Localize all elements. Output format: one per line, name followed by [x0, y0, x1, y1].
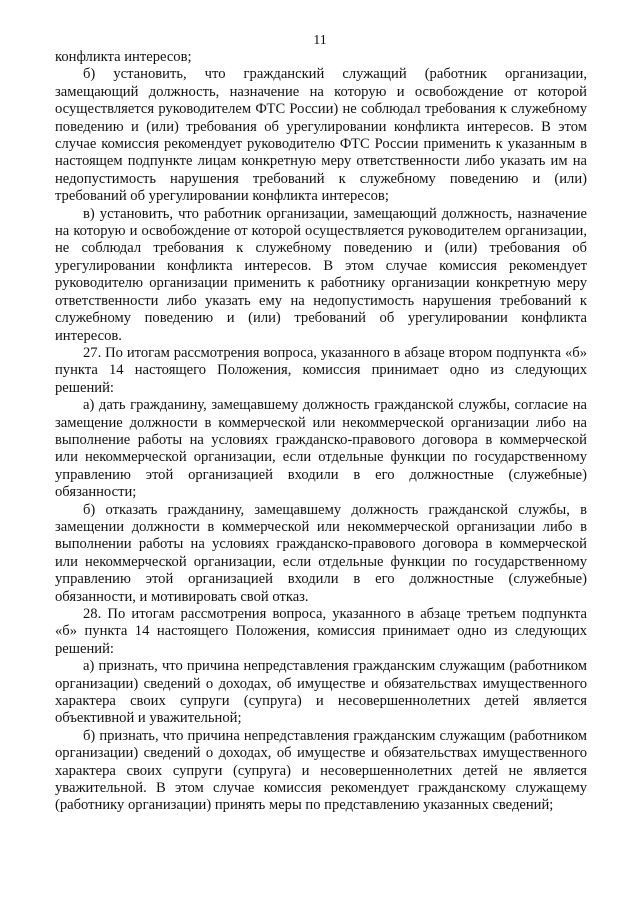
document-body [55, 49, 587, 815]
paragraph-27: 27. По итогам рассмотрения вопроса, указанного в абзаце втором подпункта «б» пункта 14 настоящего Положения, комиссия принимает одно из следующих решений: [55, 344, 587, 396]
paragraph-28-b: б) признать, что причина непредставления гражданским служащим (работником организации) сведений о доходах, об имуществе и обязательствах имущественного характера своих супруги (супруга) и несовершеннолетних детей не является уважительной. В этом случае комиссия рекомендует гражданскому служащему (работнику организации) принять меры по представлению указанных сведений; [55, 727, 587, 814]
paragraph-26-v: в) установить, что работник организации, замещающий должность, назначение на которую и освобождение от которой осуществляется руководителем организации, не соблюдал требования к служебному поведению и (или) требования об урегулировании конфликта интересов. В этом случае комиссия рекомендует руководителю организации применить к работнику организации конкретную меру ответственности либо указать ему на недопустимость нарушения требований к служебному поведению и (или) требований об урегулировании конфликта интересов. [55, 205, 587, 344]
paragraph-28: 28. По итогам рассмотрения вопроса, указанного в абзаце третьем подпункта «б» пункта 14 настоящего Положения, комиссия принимает одно из следующих решений: [55, 606, 587, 657]
paragraph-27-a: а) дать гражданину, замещавшему должность гражданской службы, согласие на замещение должности в коммерческой или некоммерческой организации либо на выполнение работы на условиях гражданско-правового договора в коммерческой или некоммерческой организации, если отдельные функции по государственному управлению этой организацией входили в его должностные (служебные) обязанности; [55, 397, 587, 501]
paragraph-27-b: б) отказать гражданину, замещавшему должность гражданской службы, в замещении должности в коммерческой или некоммерческой организации либо в выполнении работы на условиях гражданско-правового договора в коммерческой или некоммерческой организации, если отдельные функции по государственному управлению этой организацией входили в его должностные (служебные) обязанности, и мотивировать свой отказ. [55, 501, 587, 605]
paragraph-continuation: конфликта интересов; [55, 49, 192, 65]
paragraph-28-a: а) признать, что причина непредставления гражданским служащим (работником организации) сведений о доходах, об имуществе и обязательствах имущественного характера своих супруги (супруга) и несовершеннолетних детей является объективной и уважительной; [55, 658, 587, 727]
paragraph-26-b: б) установить, что гражданский служащий (работник организации, замещающий должность, назначение на которую и освобождение от которой осуществляется руководителем ФТС России) не соблюдал требования к служебному поведению и (или) требования об урегулировании конфликта интересов. В этом случае комиссия рекомендует руководителю ФТС России применить к указанным в настоящем подпункте лицам конкретную меру ответственности либо указать им на недопустимость нарушения требований к служебному поведению и (или) требований об урегулировании конфликта интересов; [55, 66, 587, 205]
page-number: 11 [313, 33, 327, 48]
